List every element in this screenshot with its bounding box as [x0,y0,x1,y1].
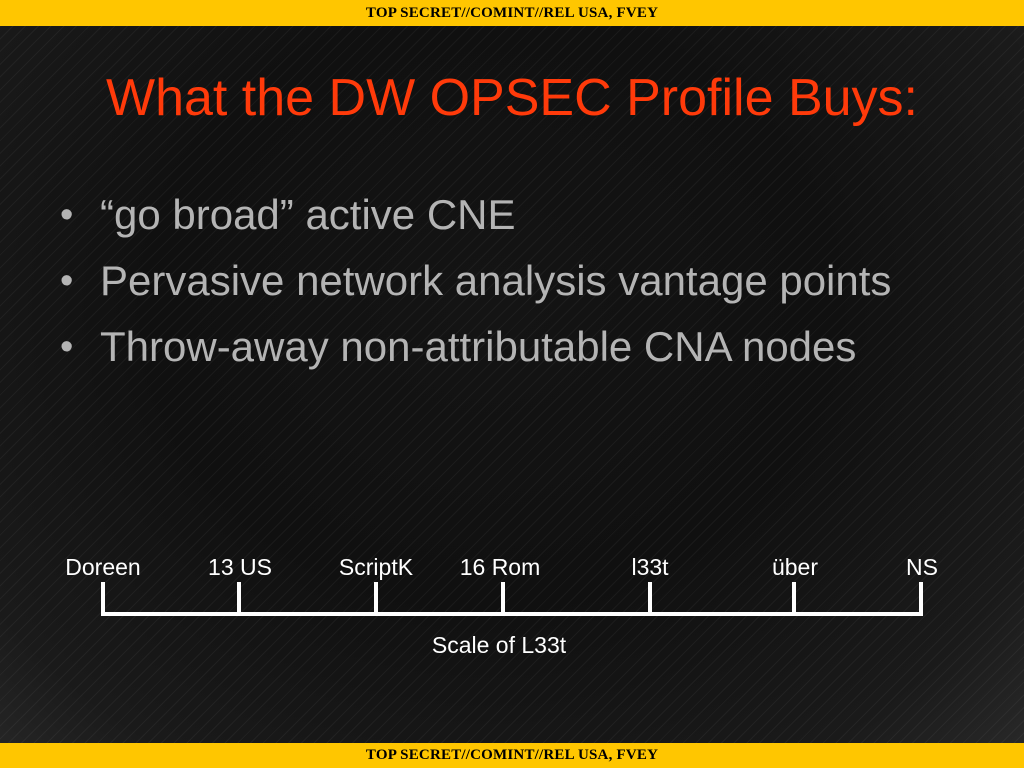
bullet-text: “go broad” active CNE [100,191,516,238]
scale-label-13-us: 13 US [208,554,272,580]
classification-banner-bottom: TOP SECRET//COMINT//REL USA, FVEY [0,743,1024,768]
scale-label-uber: über [771,554,819,580]
bullet-icon: • [60,326,74,368]
scale-label-ns: NS [906,554,938,580]
scale-label-l33t: l33t [631,554,669,580]
scale-caption: Scale of L33t [431,632,567,658]
scale-label-16-rom: 16 Rom [459,554,541,580]
scale-label-scriptk: ScriptK [338,554,414,580]
bullet-text: Throw-away non-attributable CNA nodes [100,323,857,370]
slide-title: What the DW OPSEC Profile Buys: [105,69,919,127]
bullet-icon: • [60,260,74,302]
classification-banner-top: TOP SECRET//COMINT//REL USA, FVEY [0,0,1024,26]
l33t-scale [0,540,1024,680]
bullet-text: Pervasive network analysis vantage points [100,257,892,304]
scale-label-doreen: Doreen [65,554,141,580]
bullet-icon: • [60,194,74,236]
